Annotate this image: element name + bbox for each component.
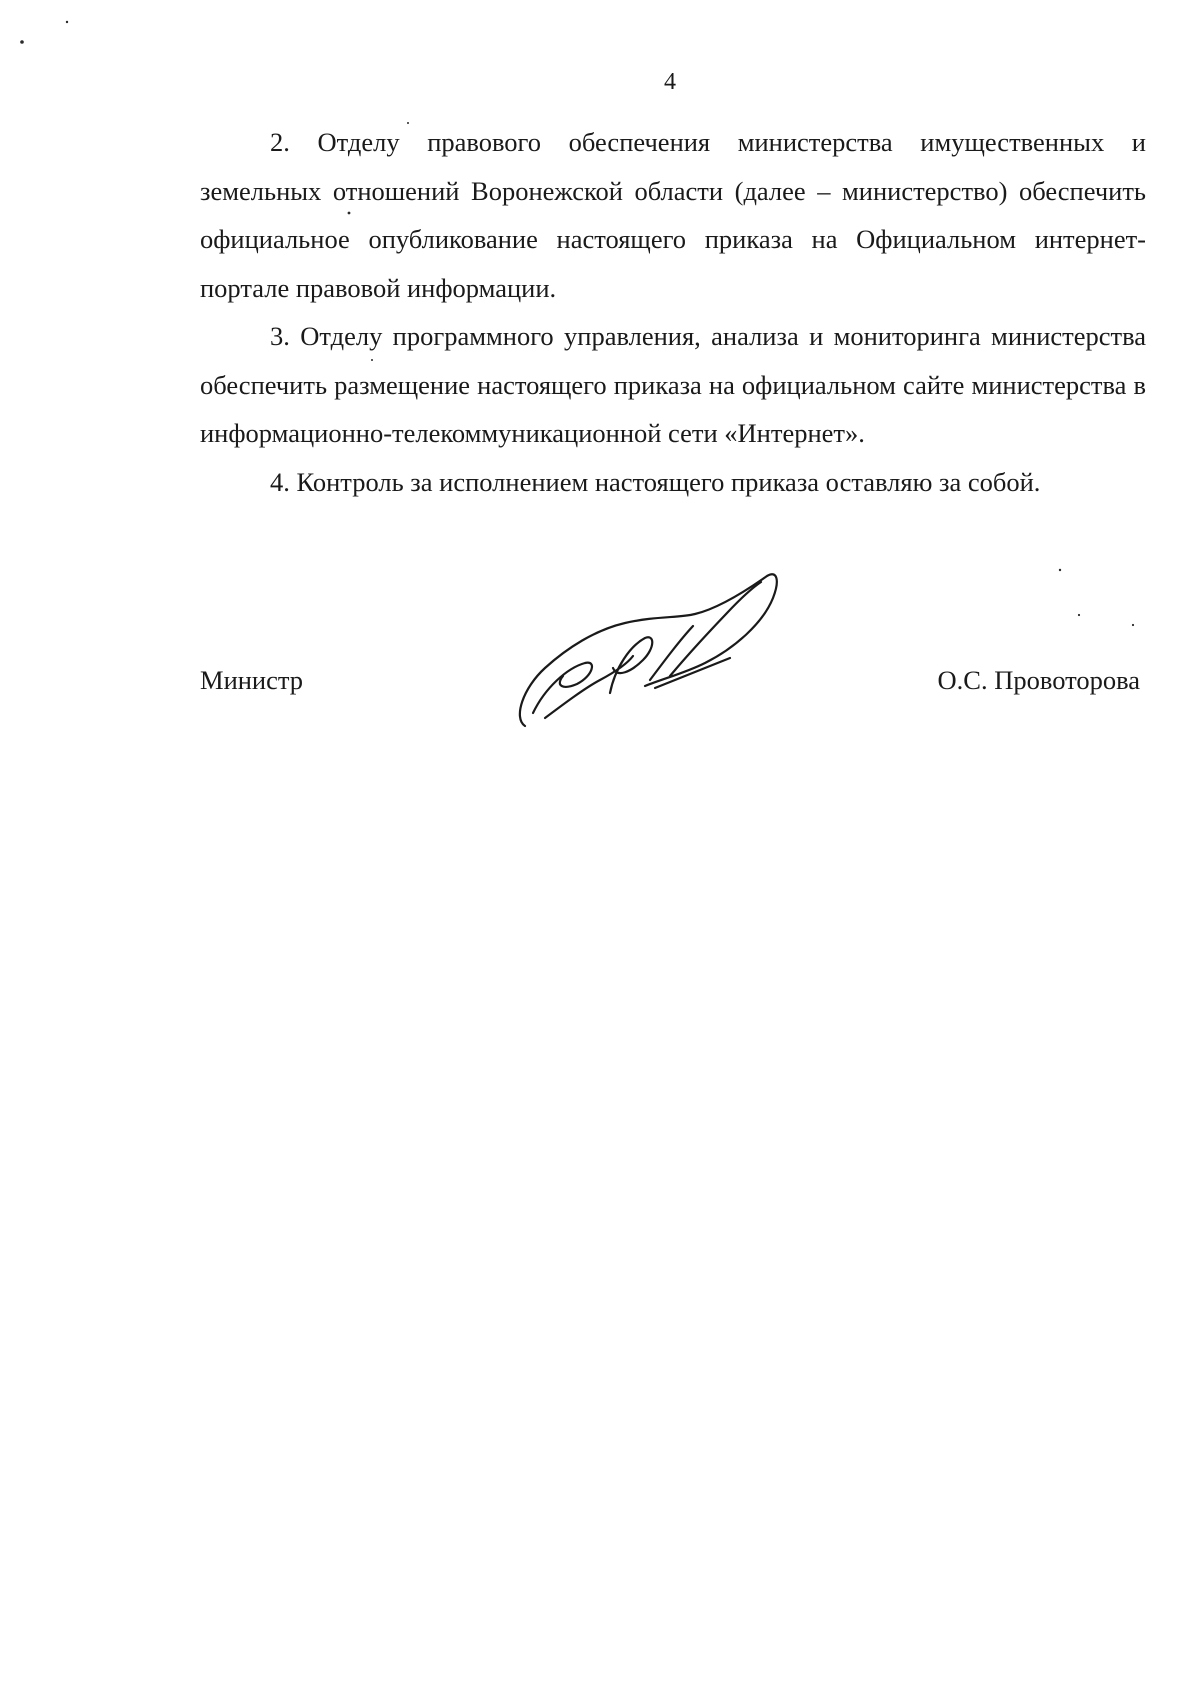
handwritten-signature <box>505 568 790 738</box>
signatory-name: О.С. Провоторова <box>937 665 1140 695</box>
signatory-title: Министр <box>200 665 304 695</box>
paragraph-2: 2. Отделу правового обеспечения министерства имущественных и земельных отношений Воронежской области (далее – министерство) обеспечить официальное опубликование настоящего приказа на Официальном интернет-портале правовой информации. <box>200 127 1146 303</box>
page-number: 4 <box>664 69 676 95</box>
paragraph-3: 3. Отделу программного управления, анализа и мониторинга министерства обеспечить размещение настоящего приказа на официальном сайте министерства в информационно-телекоммуникационной сети «Интернет». <box>200 321 1146 448</box>
paragraph-4: 4. Контроль за исполнением настоящего приказа оставляю за собой. <box>270 466 1041 497</box>
document-body <box>200 118 1146 506</box>
